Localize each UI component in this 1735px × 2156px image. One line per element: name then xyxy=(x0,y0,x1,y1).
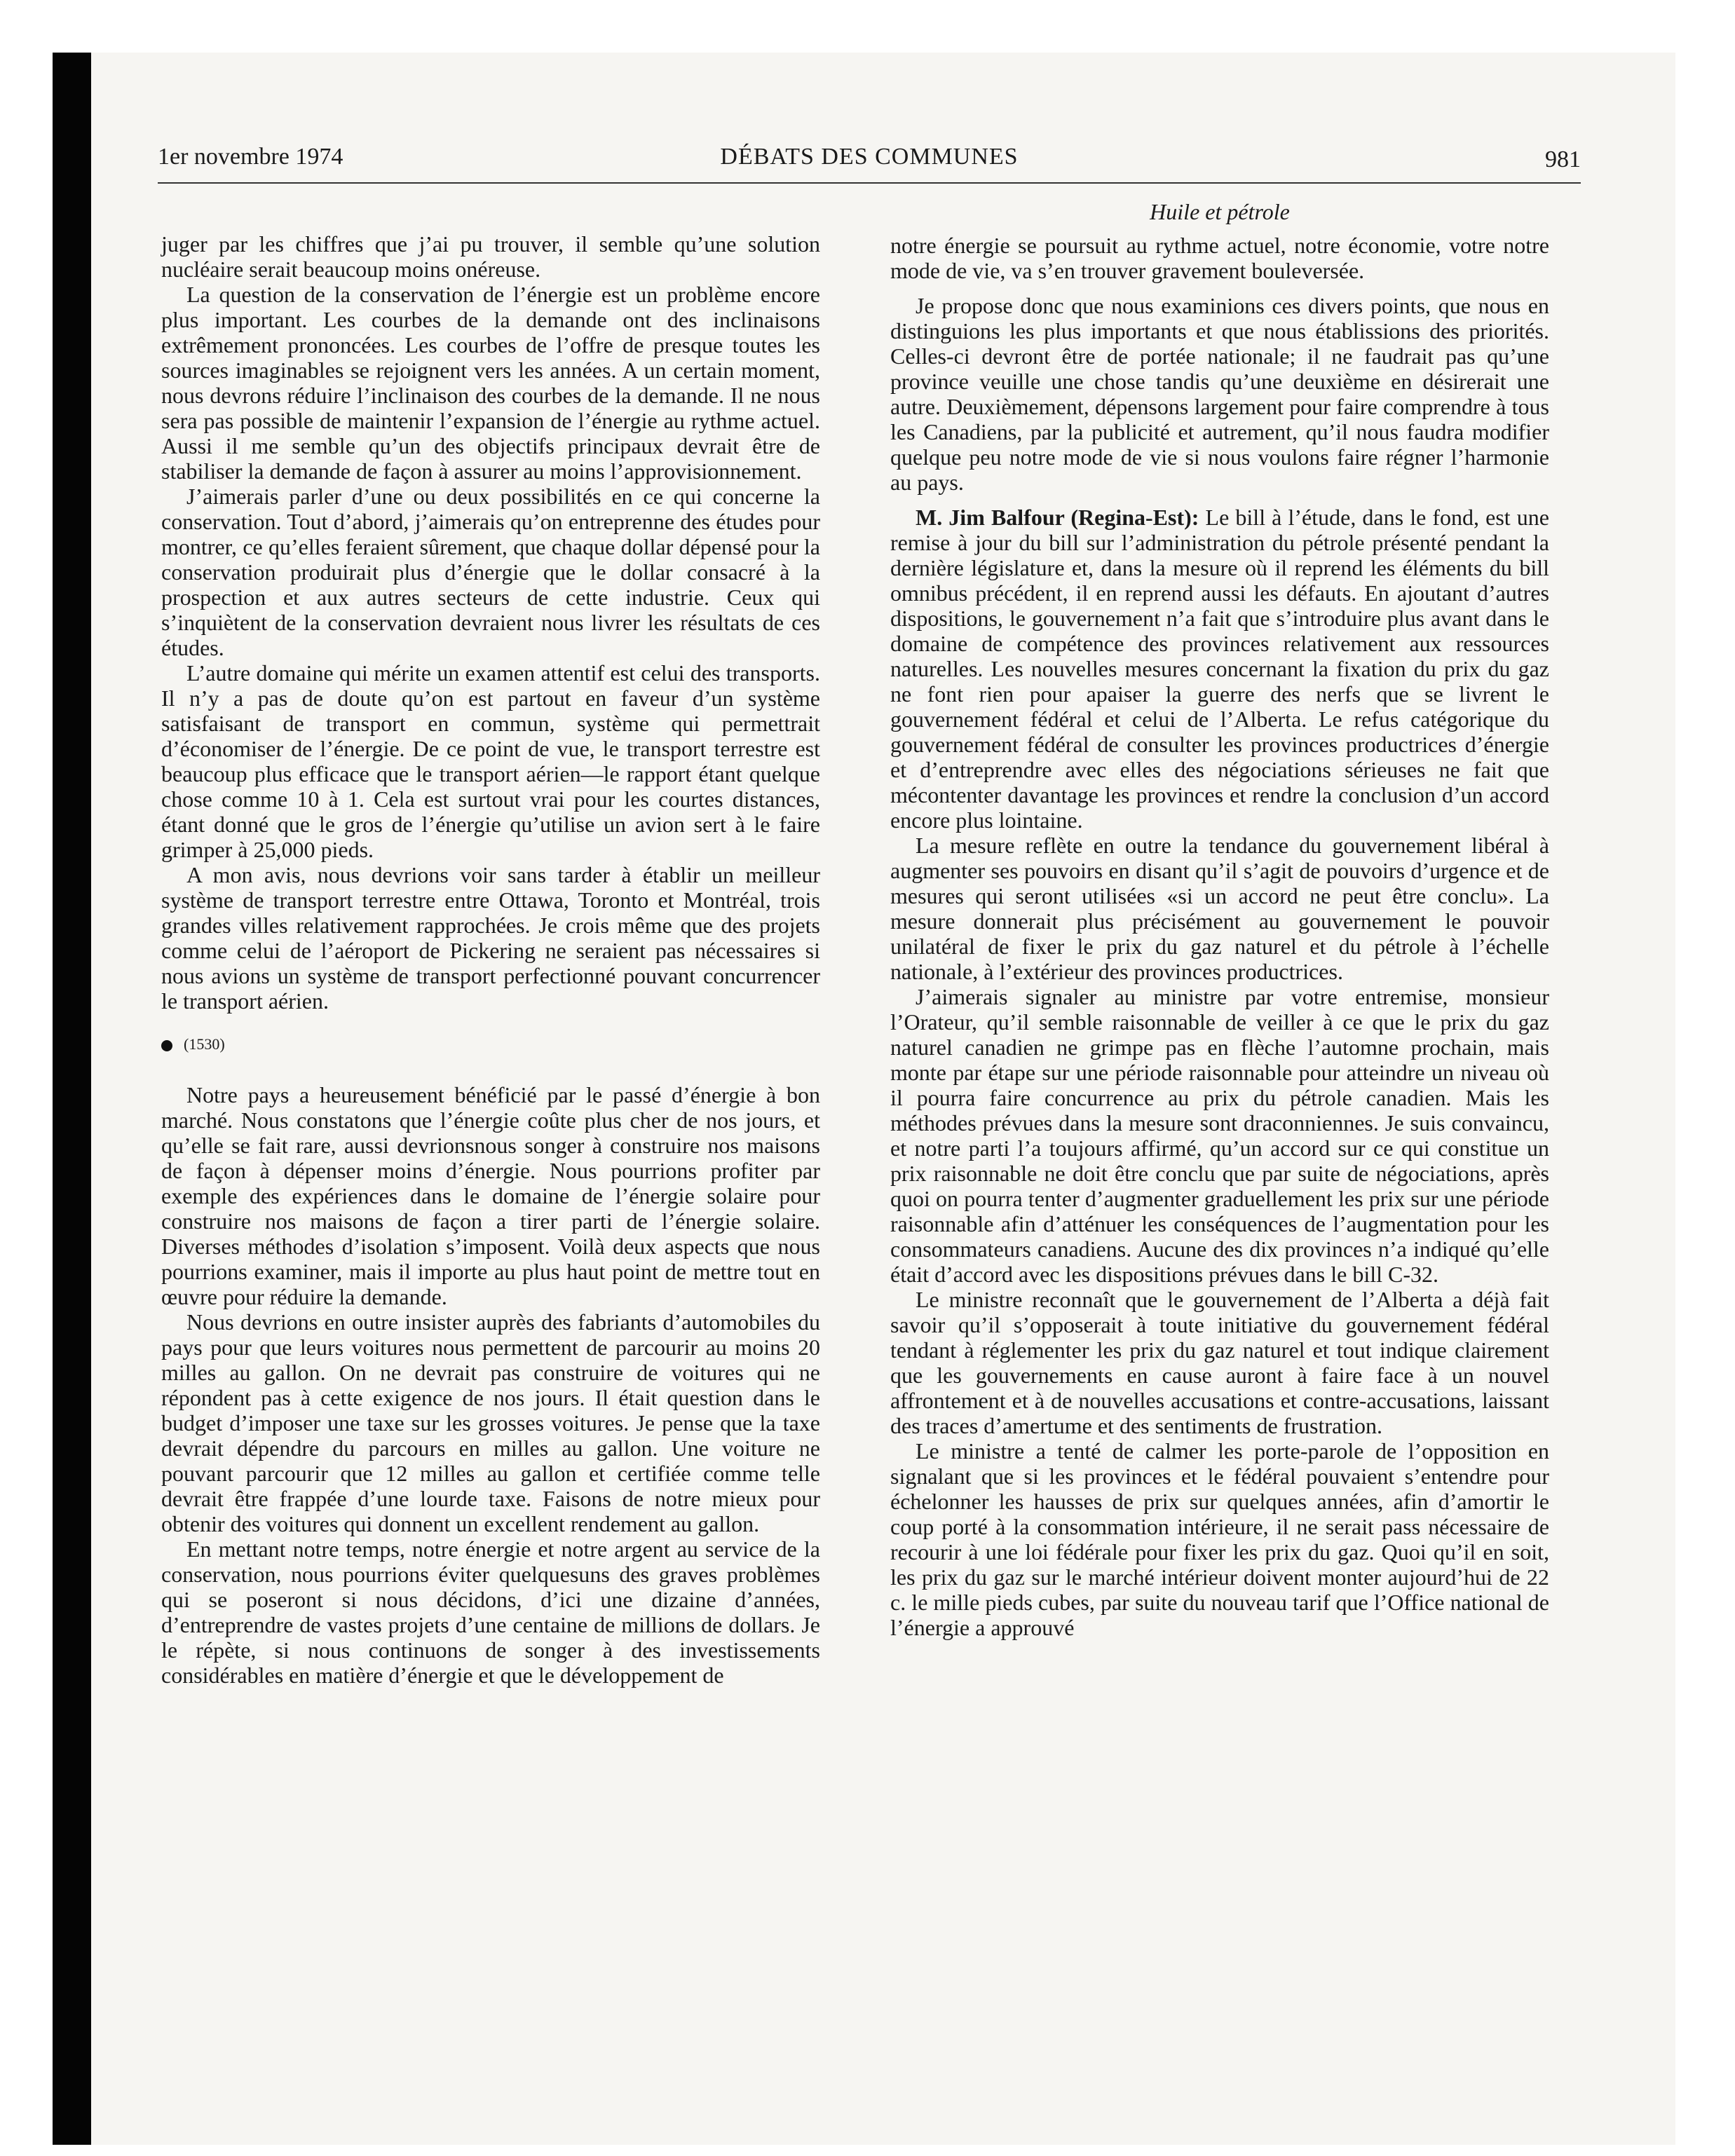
left-column xyxy=(161,231,820,1688)
paragraph: J’aimerais signaler au ministre par votre entremise, monsieur l’Orateur, qu’il semble raisonnable de veiller à ce que le prix du gaz naturel canadien ne grimpe pas en flèche l’automne prochain, mais monte par étape sur une période raisonnable pour atteindre un niveau où il pourra faire concurrence au prix du pétrole canadien. Mais les méthodes prévues dans la mesure sont draconniennes. Je suis convaincu, et notre parti l’a toujours affirmé, qu’un accord sur ce qui constitue un prix raisonnable ne doit être conclu que par suite de négociations, après quoi on pourra tenter d’augmenter graduellement les prix sur une période raisonnable afin d’atténuer les conséquences de l’augmentation pour les consommateurs canadiens. Aucune des dix provinces n’a indiqué qu’elle était d’accord avec les dispositions prévues dans le bill C-32. xyxy=(890,984,1549,1287)
paragraph: notre énergie se poursuit au rythme actuel, notre économie, votre notre mode de vie, va s’en trouver gravement bouleversée. xyxy=(890,233,1549,283)
scan-binding-edge xyxy=(53,53,91,2145)
paragraph: Nous devrions en outre insister auprès des fabriants d’automobiles du pays pour que leurs voitures nous permettent de parcourir au moins 20 milles au gallon. On ne devrait pas construire de voitures qui ne répondent pas à cette exigence de nos jours. Il était question dans le budget d’imposer une taxe sur les grosses voitures. Je pense que la taxe devrait dépendre du parcours en milles au gallon. Une voiture ne pouvant parcourir que 12 milles au gallon et certifiée comme telle devrait être frappée d’une lourde taxe. Faisons de notre mieux pour obtenir des voitures qui donnent un excellent rendement au gallon. xyxy=(161,1309,820,1536)
time-marker-label: (1530) xyxy=(184,1035,225,1053)
right-column xyxy=(890,198,1549,1640)
time-marker xyxy=(161,1035,820,1054)
speaker-name: M. Jim Balfour (Regina-Est): xyxy=(916,505,1199,530)
paragraph: A mon avis, nous devrions voir sans tarder à établir un meilleur système de transport terrestre entre Ottawa, Toronto et Montréal, trois grandes villes relativement rapprochées. Je crois même que des projets comme celui de l’aéroport de Pickering ne seraient pas nécessaires si nous avions un système de transport perfectionné pouvant concurrencer le transport aérien. xyxy=(161,862,820,1014)
paragraph: En mettant notre temps, notre énergie et notre argent au service de la conservation, nous pourrions éviter quelquesuns des graves problèmes qui se poseront si nous décidons, d’ici une dizaine d’années, d’entreprendre de vastes projets d’une centaine de millions de dollars. Je le répète, si nous continuons de songer à des investissements considérables en matière d’énergie et que le développement de xyxy=(161,1536,820,1688)
paragraph: L’autre domaine qui mérite un examen attentif est celui des transports. Il n’y a pas de doute qu’on est partout en faveur d’un système satisfaisant de transport en commun, système qui permettrait d’économiser de l’énergie. De ce point de vue, le transport terrestre est beaucoup plus efficace que le transport aérien—le rapport étant quelque chose comme 10 à 1. Cela est surtout vrai pour les courtes distances, étant donné que le gros de l’énergie qu’utilise un avion sert à le faire grimper à 25,000 pieds. xyxy=(161,660,820,862)
speech-text: Le bill à l’étude, dans le fond, est une remise à jour du bill sur l’administration du pétrole présenté pendant la dernière législature et, dans la mesure où il reprend les éléments du bill omnibus précédent, il en reprend aussi les défauts. En ajoutant d’autres dispositions, le gouvernement n’a fait que s’introduire plus avant dans le domaine de compétence des provinces relativement aux ressources naturelles. Les nouvelles mesures concernant la fixation du prix du gaz ne font rien pour apaiser la guerre des nerfs que se livrent le gouvernement fédéral et celui de l’Alberta. Le refus catégorique du gouvernement fédéral de consulter les provinces productrices d’énergie et d’entreprendre avec elles des négociations sérieuses ne fait que mécontenter davantage les provinces et rendre la conclusion d’un accord encore plus lointaine. xyxy=(890,505,1550,833)
paragraph: La mesure reflète en outre la tendance du gouvernement libéral à augmenter ses pouvoirs en disant qu’il s’agit de pouvoirs d’urgence et de mesures qui seront utilisées «si un accord ne peut être conclu». La mesure donnerait plus précisément au gouvernement le pouvoir unilatéral de fixer le prix du gaz naturel et du pétrole à l’échelle nationale, à l’extérieur des provinces productrices. xyxy=(890,833,1549,984)
running-head: Huile et pétrole xyxy=(1150,199,1290,224)
header-title: DÉBATS DES COMMUNES xyxy=(720,144,1019,170)
paragraph: juger par les chiffres que j’ai pu trouver, il semble qu’une solution nucléaire serait beaucoup moins onéreuse. xyxy=(161,231,820,282)
page-number: 981 xyxy=(1545,146,1581,172)
paragraph: Le ministre reconnaît que le gouvernement de l’Alberta a déjà fait savoir qu’il s’opposerait à toute initiative du gouvernement fédéral tendant à réglementer les prix du gaz naturel et tout indique clairement que les gouvernements en cause auront à faire face à un nouvel affrontement et à de nouvelles accusations et contre-accusations, laissant des traces d’amertume et des sentiments de frustration. xyxy=(890,1287,1549,1438)
speech-paragraph xyxy=(890,505,1549,833)
paragraph: Le ministre a tenté de calmer les porte-parole de l’opposition en signalant que si les provinces et le fédéral pouvaient s’entendre pour échelonner les hausses de prix sur quelques années, afin d’amortir le coup porté à la consommation intérieure, il ne serait pass nécessaire de recourir à une loi fédérale pour fixer les prix du gaz. Quoi qu’il en soit, les prix du gaz sur le marché intérieur doivent monter aujourd’hui de 22 c. le mille pieds cubes, par suite du nouveau tarif que l’Office national de l’énergie a approuvé xyxy=(890,1438,1549,1640)
paragraph: Notre pays a heureusement bénéficié par le passé d’énergie à bon marché. Nous constatons que l’énergie coûte plus cher de nos jours, et qu’elle se fait rare, aussi devrionsnous songer à construire nos maisons de façon à dépenser moins d’énergie. Nous pourrions profiter par exemple des expériences dans le domaine de l’énergie solaire pour construire nos maisons de façon a tirer parti de l’énergie solaire. Diverses méthodes d’isolation s’imposent. Voilà deux aspects que nous pourrions examiner, mais il importe au plus haut point de mettre tout en œuvre pour réduire la demande. xyxy=(161,1082,820,1309)
page-header xyxy=(158,140,1581,184)
bullet-icon xyxy=(161,1040,172,1051)
paragraph: Je propose donc que nous examinions ces divers points, que nous en distinguions les plus importants et que nous établissions des priorités. Celles-ci devront être de portée nationale; il ne faudrait pas qu’une province veuille une chose tandis qu’une deuxième en désirerait une autre. Deuxièmement, dépensons largement pour faire comprendre à tous les Canadiens, par la publicité et autrement, qu’il nous faudra modifier quelque peu notre mode de vie si nous voulons faire régner l’harmonie au pays. xyxy=(890,293,1549,495)
paragraph: La question de la conservation de l’énergie est un problème encore plus important. Les courbes de la demande ont des inclinaisons extrêmement prononcées. Les courbes de l’offre de presque toutes les sources imaginables se rejoignent vers les années. A un certain moment, nous devrons réduire l’inclinaison des courbes de la demande. Il ne nous sera pas possible de maintenir l’expansion de l’énergie au rythme actuel. Aussi il me semble qu’un des objectifs principaux devrait être de stabiliser la demande de façon à assurer au moins l’approvisionnement. xyxy=(161,282,820,484)
header-date: 1er novembre 1974 xyxy=(158,144,343,170)
paragraph: J’aimerais parler d’une ou deux possibilités en ce qui concerne la conservation. Tout d’abord, j’aimerais qu’on entreprenne des études pour montrer, ce qu’elles feraient sûrement, que chaque dollar dépensé pour la conservation produirait plus d’énergie que le dollar consacré à la prospection et aux autres secteurs de cette industrie. Ceux qui s’inquiètent de la conservation devraient nous livrer les résultats de ces études. xyxy=(161,484,820,660)
